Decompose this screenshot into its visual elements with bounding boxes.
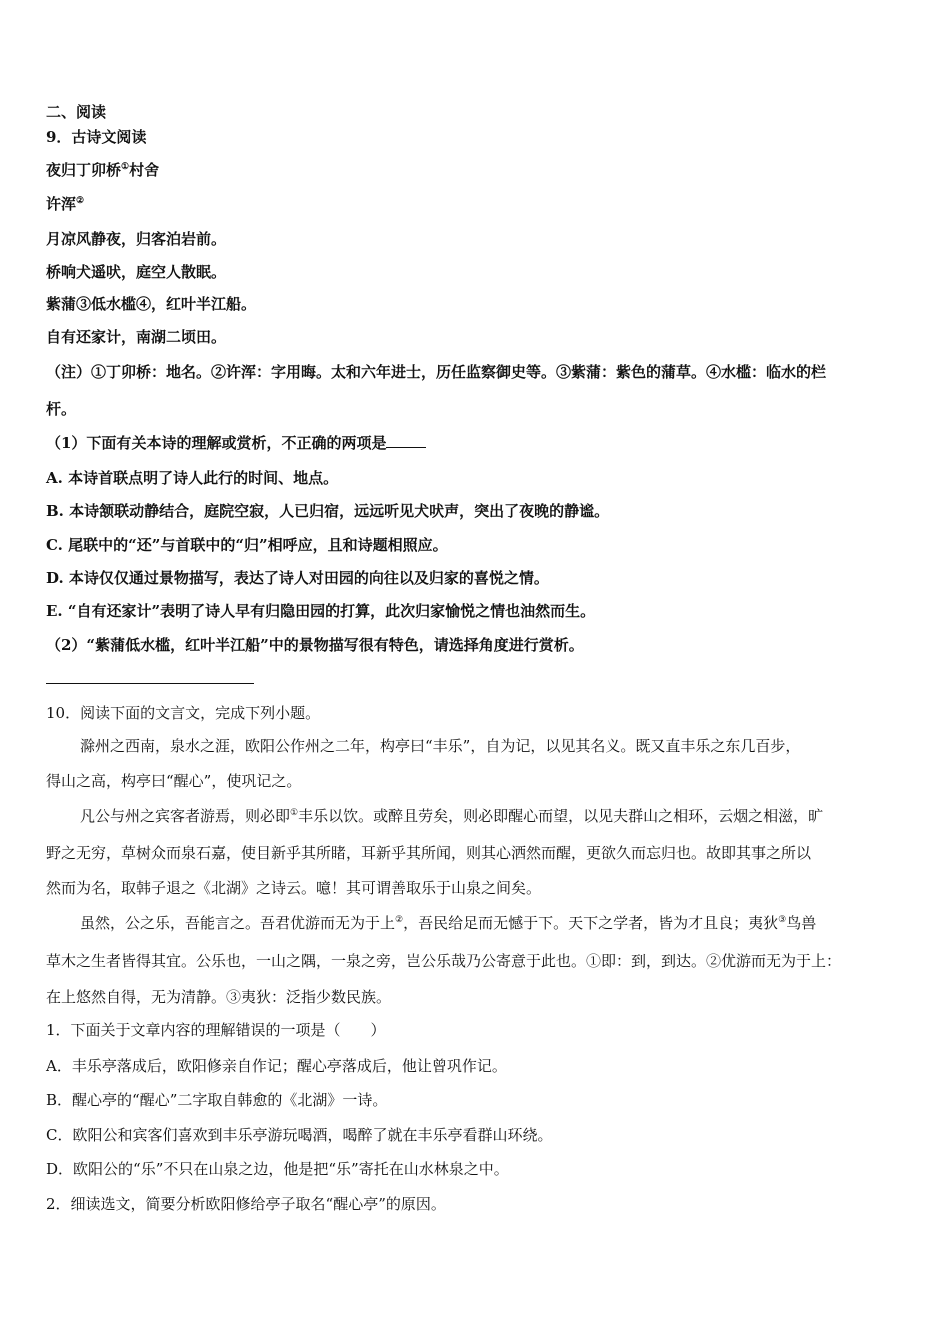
poem-title: 夜归丁卯桥①村舍 [46,161,160,179]
poem-notes: （注）①丁卯桥：地名。②许浑：字用晦。太和六年进士，历任监察御史等。③紫蒲：紫色的蒲草。④水槛：临水的栏 [46,363,827,381]
q9-option-e: E. “自有还家计”表明了诗人早有归隐田园的打算，此次归家愉悦之情也油然而生。 [46,602,596,620]
poem-line: 桥响犬遥吠，庭空人散眠。 [46,263,227,281]
q10-option-d: D．欧阳公的“乐”不只在山泉之边，他是把“乐”寄托在山水林泉之中。 [46,1160,509,1178]
passage-paragraph-2-end: 然而为名，取韩子退之《北湖》之诗云。噫！其可谓善取乐于山泉之间矣。 [46,879,542,897]
q9-sub2: （2）“紫蒲低水槛，红叶半江船”中的景物描写很有特色，请选择角度进行赏析。 [46,636,584,654]
answer-line[interactable] [46,683,254,684]
answer-blank[interactable] [386,433,426,448]
poem-line: 月凉风静夜，归客泊岩前。 [46,230,227,248]
passage-paragraph-1: 滁州之西南，泉水之涯，欧阳公作州之二年，构亭曰“丰乐”，自为记，以见其名义。既又直丰乐之东几百步， [80,737,801,755]
q9-title: 9．古诗文阅读 [46,128,147,146]
q10-option-c: C．欧阳公和宾客们喜欢到丰乐亭游玩喝酒，喝醉了就在丰乐亭看群山环绕。 [46,1126,553,1144]
section-heading: 二、阅读 [46,103,107,121]
q9-option-d: D. 本诗仅仅通过景物描写，表达了诗人对田园的向往以及归家的喜悦之情。 [46,569,549,587]
q10-sub2: 2．细读选文，简要分析欧阳修给亭子取名“醒心亭”的原因。 [46,1195,446,1213]
poem-line: 紫蒲③低水槛④，红叶半江船。 [46,295,257,313]
passage-paragraph-2: 凡公与州之宾客者游焉，则必即①丰乐以饮。或醉且劳矣，则必即醒心而望，以见夫群山之相环，云烟之相滋，旷 [80,807,824,825]
q10-option-b: B．醒心亭的“醒心”二字取自韩愈的《北湖》一诗。 [46,1091,388,1109]
footnote-marker: ② [76,196,85,206]
poem-notes-continued: 杆。 [46,400,77,418]
q9-option-b: B. 本诗颔联动静结合，庭院空寂，人已归宿，远远听见犬吠声，突出了夜晚的静谧。 [46,502,610,520]
passage-paragraph-1-cont: 得山之高，构亭曰“醒心”，使巩记之。 [46,772,302,790]
poem-author: 许浑② [46,195,85,213]
footnote-marker: ① [121,162,130,172]
footnote-marker: ① [290,808,299,818]
poem-line: 自有还家计，南湖二顷田。 [46,328,227,346]
passage-paragraph-3-cont: 草木之生者皆得其宜。公乐也，一山之隅，一泉之旁，岂公乐哉乃公寄意于此也。①即：到，到达。②优游而无为于上： [46,952,842,970]
passage-paragraph-2-cont: 野之无穷，草树众而泉石嘉，使目新乎其所睹，耳新乎其所闻，则其心洒然而醒，更欲久而忘归也。故即其事之所以 [46,844,812,862]
q9-sub1: （1）下面有关本诗的理解或赏析，不正确的两项是 [46,432,426,454]
passage-notes: 在上悠然自得，无为清静。③夷狄：泛指少数民族。 [46,988,392,1006]
q9-option-a: A. 本诗首联点明了诗人此行的时间、地点。 [46,469,339,487]
footnote-marker: ③ [778,915,787,925]
q9-option-c: C. 尾联中的“还”与首联中的“归”相呼应，且和诗题相照应。 [46,536,448,554]
q10-title: 10．阅读下面的文言文，完成下列小题。 [46,704,321,722]
q10-option-a: A．丰乐亭落成后，欧阳修亲自作记；醒心亭落成后，他让曾巩作记。 [46,1057,507,1075]
footnote-marker: ② [395,915,404,925]
passage-paragraph-3: 虽然，公之乐，吾能言之。吾君优游而无为于上②，吾民给足而无憾于下。天下之学者，皆为才且良；夷狄③鸟兽 [80,914,817,932]
q10-sub1: 1．下面关于文章内容的理解错误的一项是（ ） [46,1021,386,1039]
